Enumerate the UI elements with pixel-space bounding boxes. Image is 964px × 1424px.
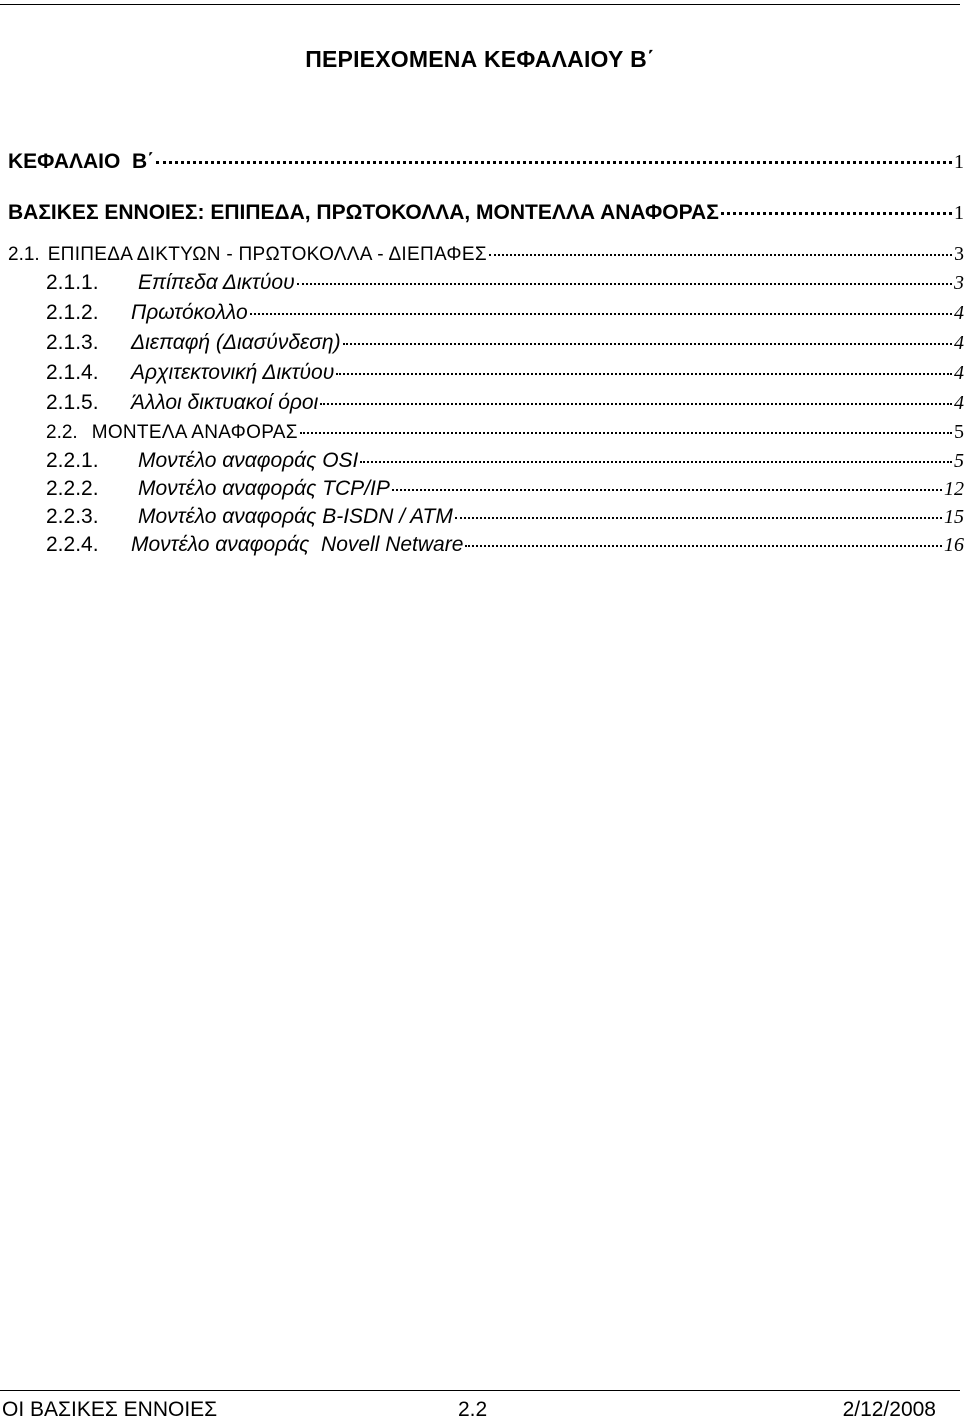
toc-entry-2-1-2[interactable] <box>46 301 964 325</box>
toc-leader-dots <box>465 545 942 547</box>
toc-leader-dots <box>336 373 952 375</box>
toc-page-number: 16 <box>944 534 964 556</box>
toc-entry-number: 2.1.3. <box>46 331 99 354</box>
footer-chapter-title: ΟΙ ΒΑΣΙΚΕΣ ΕΝΝΟΙΕΣ <box>2 1398 218 1421</box>
footer-page-number: 2.2 <box>458 1398 488 1421</box>
toc-entry-2-2-2[interactable] <box>46 477 964 501</box>
toc-entry-number: 2.2.4. <box>46 533 99 556</box>
toc-entry-number: 2.1.1. <box>46 271 99 294</box>
toc-entry-2-1[interactable] <box>8 243 964 266</box>
toc-page-number: 4 <box>954 362 964 384</box>
toc-entry-number: 2.2.1. <box>46 449 99 472</box>
toc-entry-number: 2.1.4. <box>46 361 99 384</box>
toc-entry-2-2-4[interactable] <box>46 533 964 557</box>
toc-entry-text: Άλλοι δικτυακοί όροι <box>131 391 319 414</box>
toc-leader-dots <box>455 517 942 519</box>
toc-page-number: 12 <box>944 478 964 500</box>
toc-entry-number: 2.2.2. <box>46 477 99 500</box>
toc-entry-text: Μοντέλο αναφοράς OSI <box>138 449 359 472</box>
toc-page-number: 5 <box>954 421 964 443</box>
toc-entry-2-2-3[interactable] <box>46 505 964 529</box>
toc-entry-text: ΚΕΦΑΛΑΙΟ Β΄ <box>8 150 155 173</box>
toc-leader-dots <box>297 283 952 285</box>
toc-page-number: 3 <box>954 272 964 294</box>
toc-entry-text: Επίπεδα Δικτύου <box>138 271 295 294</box>
toc-entry-2-2-1[interactable] <box>46 449 964 473</box>
toc-entry-number: 2.2. <box>46 422 78 443</box>
toc-entry-number: 2.1.2. <box>46 301 99 324</box>
toc-entry-number: 2.1. <box>8 244 40 265</box>
toc-entry-section[interactable] <box>8 201 964 225</box>
toc-page-number: 3 <box>954 243 964 265</box>
toc-page-number: 1 <box>954 151 964 173</box>
toc-leader-dots <box>250 313 952 315</box>
top-rule <box>0 4 960 5</box>
toc-page-number: 1 <box>954 202 964 224</box>
toc-entry-chapter[interactable] <box>8 150 964 174</box>
toc-page-number: 4 <box>954 302 964 324</box>
toc-entry-2-1-5[interactable] <box>46 391 964 415</box>
toc-entry-number: 2.2.3. <box>46 505 99 528</box>
toc-leader-dots <box>156 161 952 164</box>
toc-leader-dots <box>721 212 952 215</box>
page-footer <box>0 1398 960 1422</box>
toc-entry-2-1-4[interactable] <box>46 361 964 385</box>
toc-entry-2-1-1[interactable] <box>46 271 964 295</box>
toc-entry-text: Μοντέλο αναφοράς Novell Netware <box>131 533 464 556</box>
toc-leader-dots <box>343 343 952 345</box>
toc-leader-dots <box>300 432 952 434</box>
toc-entry-2-1-3[interactable] <box>46 331 964 355</box>
toc-entry-text: ΕΠΙΠΕΔΑ ΔΙΚΤΥΩΝ - ΠΡΩΤΟΚΟΛΛΑ - ΔΙΕΠΑΦΕΣ <box>47 244 487 265</box>
toc-page-number: 4 <box>954 392 964 414</box>
toc-leader-dots <box>489 254 952 256</box>
toc-entry-2-2[interactable] <box>46 421 964 444</box>
footer-date: 2/12/2008 <box>842 1398 936 1421</box>
toc-entry-number: 2.1.5. <box>46 391 99 414</box>
toc-entry-text: ΜΟΝΤΕΛΑ ΑΝΑΦΟΡΑΣ <box>91 422 298 443</box>
toc-page-number: 15 <box>944 506 964 528</box>
toc-entry-text: ΒΑΣΙΚΕΣ ΕΝΝΟΙΕΣ: ΕΠΙΠΕΔΑ, ΠΡΩΤΟΚΟΛΛΑ, ΜΟΝΤΕΛΛΑ ΑΝΑΦΟΡΑΣ <box>8 201 719 224</box>
toc-page-number: 4 <box>954 332 964 354</box>
toc-entry-text: Πρωτόκολλο <box>131 301 248 324</box>
toc-entry-text: Αρχιτεκτονική Δικτύου <box>131 361 335 384</box>
toc-entry-text: Μοντέλο αναφοράς TCP/IP <box>138 477 390 500</box>
toc-leader-dots <box>360 461 952 463</box>
footer-rule <box>0 1390 960 1391</box>
toc-leader-dots <box>392 489 942 491</box>
toc-entry-text: Διεπαφή (Διασύνδεση) <box>131 331 341 354</box>
toc-entry-text: Μοντέλο αναφοράς B-ISDN / ATM <box>138 505 453 528</box>
toc-page-number: 5 <box>954 450 964 472</box>
page-title: ΠΕΡΙΕΧΟΜΕΝΑ ΚΕΦΑΛΑΙΟΥ Β΄ <box>305 46 655 72</box>
toc-leader-dots <box>320 403 952 405</box>
